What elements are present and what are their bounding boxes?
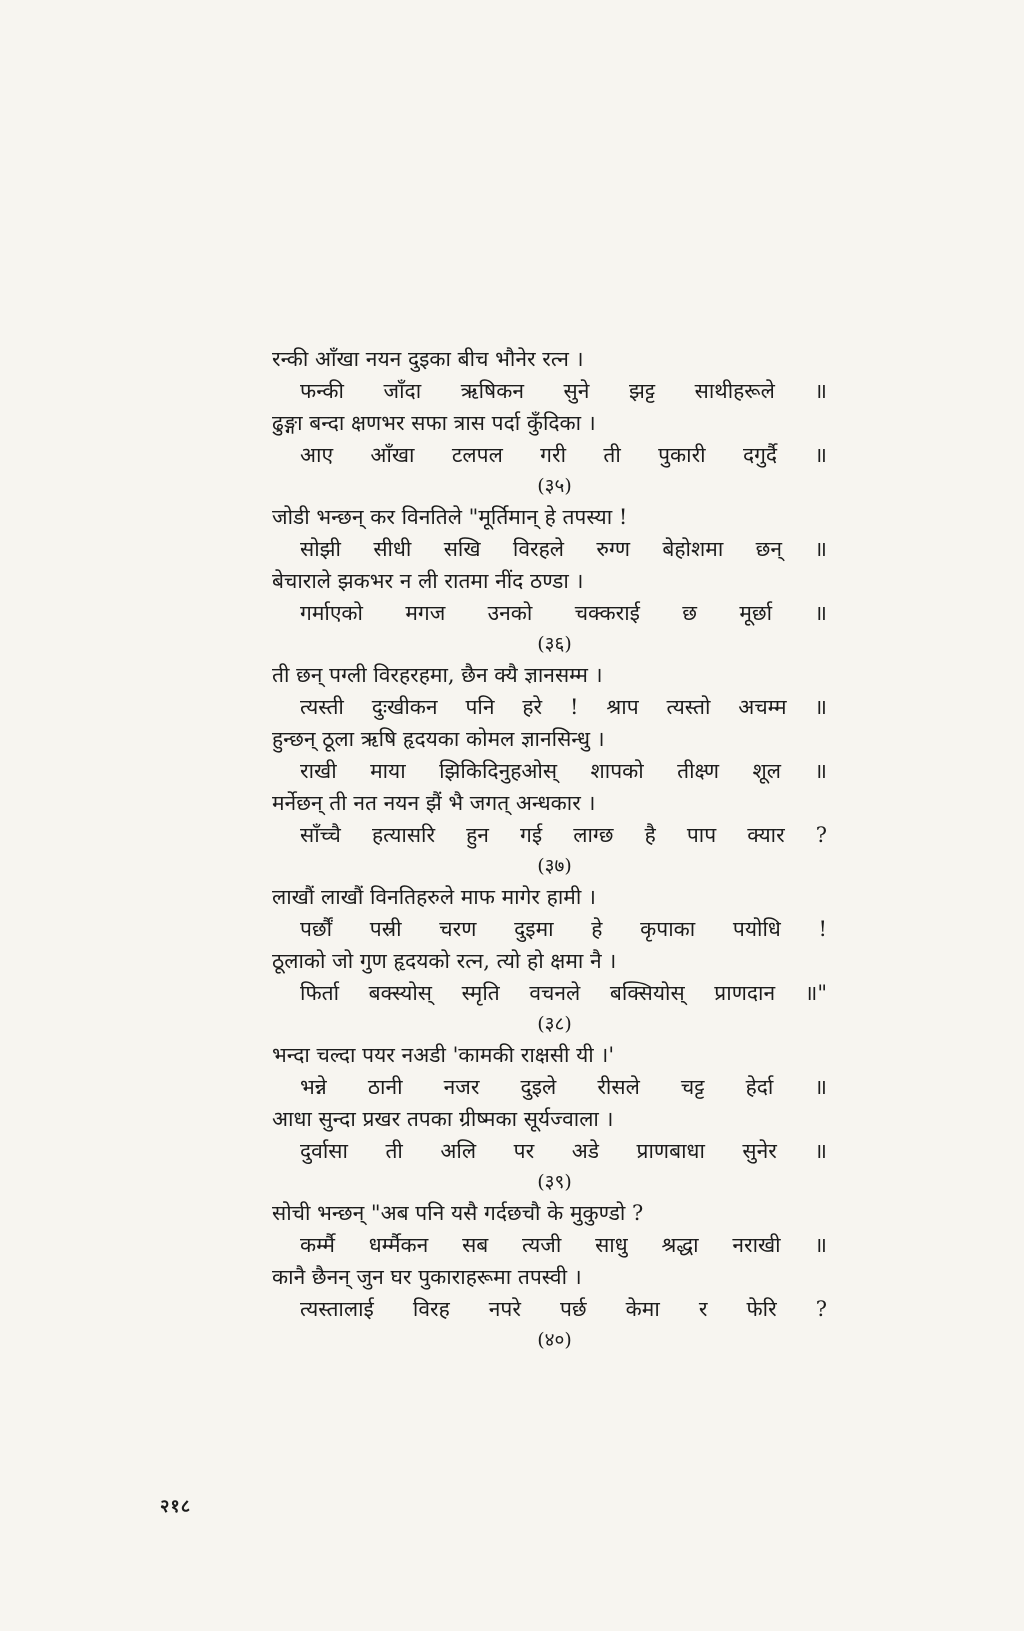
verse-line: आधा सुन्दा प्रखर तपका ग्रीष्मका सूर्यज्वाला । <box>272 1107 614 1131</box>
stanza <box>272 343 827 501</box>
verse-line: कानै छैनन् जुन घर पुकाराहरूमा तपस्वी । <box>272 1265 582 1289</box>
stanza-number: (३८) <box>537 1013 572 1035</box>
stanza-number: (४०) <box>537 1329 572 1351</box>
stanza-number: (३७) <box>537 855 572 877</box>
stanza <box>272 1039 827 1197</box>
verse-line: राखी माया झिकिदिनुहओस् शापको तीक्ष्ण शूल ॥ <box>300 759 827 783</box>
stanza-number: (३५) <box>537 475 572 497</box>
poem-body <box>272 343 827 1355</box>
stanza <box>272 659 827 881</box>
verse-line: साँच्चै हत्यासरि हुन गई लाग्छ है पाप क्यार ? <box>300 823 827 847</box>
verse-line: भन्ने ठानी नजर दुइले रीसले चट्ट हेर्दा ॥ <box>300 1075 827 1099</box>
stanza <box>272 881 827 1039</box>
stanza-number: (३६) <box>537 633 572 655</box>
verse-line: बेचाराले झकभर न ली रातमा नींद ठण्डा । <box>272 569 584 593</box>
verse-line: दुर्वासा ती अलि पर अडे प्राणबाधा सुनेर ॥ <box>300 1139 827 1163</box>
verse-line: मर्नेछन् ती नत नयन झैं भै जगत् अन्धकार । <box>272 791 596 815</box>
verse-line: आए आँखा टलपल गरी ती पुकारी दगुर्दै ॥ <box>300 443 827 467</box>
verse-line: त्यस्तालाई विरह नपरे पर्छ केमा र फेरि ? <box>300 1297 827 1321</box>
verse-line: गर्माएको मगज उनको चक्कराई छ मूर्छा ॥ <box>300 601 827 625</box>
stanza <box>272 1197 827 1355</box>
verse-line: ढुङ्गा बन्दा क्षणभर सफा त्रास पर्दा कुँदिका । <box>272 411 596 435</box>
verse-line: फिर्ता बक्स्योस् स्मृति वचनले बक्सियोस् प्राणदान ॥" <box>300 981 827 1005</box>
page-number: २१८ <box>160 1496 192 1517</box>
verse-line: कर्म्मै धर्म्मैकन सब त्यजी साधु श्रद्धा नराखी ॥ <box>300 1233 827 1257</box>
verse-line: जोडी भन्छन् कर विनतिले "मूर्तिमान् हे तपस्या ! <box>272 505 628 529</box>
verse-line: फन्की जाँदा ऋषिकन सुने झट्ट साथीहरूले ॥ <box>300 379 827 403</box>
verse-line: लाखौं लाखौं विनतिहरुले माफ मागेर हामी । <box>272 885 596 909</box>
verse-line: सोझी सीधी सखि विरहले रुग्ण बेहोशमा छन् ॥ <box>300 537 827 561</box>
verse-line: ठूलाको जो गुण हृदयको रत्न, त्यो हो क्षमा नै । <box>272 949 617 973</box>
verse-line: हुन्छन् ठूला ऋषि हृदयका कोमल ज्ञानसिन्धु । <box>272 727 605 751</box>
verse-line: पर्छौं पस्री चरण दुइमा हे कृपाका पयोधि ! <box>300 917 827 941</box>
verse-line: भन्दा चल्दा पयर नअडी 'कामकी राक्षसी यी ।' <box>272 1043 615 1067</box>
verse-line: सोची भन्छन् "अब पनि यसै गर्दछचौ के मुकुण्डो ? <box>272 1201 644 1225</box>
stanza-number: (३९) <box>537 1171 572 1193</box>
verse-line: रन्की आँखा नयन दुइका बीच भौनेर रत्न । <box>272 347 584 371</box>
verse-line: ती छन् पग्ली विरहरहमा, छैन क्यै ज्ञानसम्म । <box>272 663 603 687</box>
verse-line: त्यस्ती दुःखीकन पनि हरे ! श्राप त्यस्तो अचम्म ॥ <box>300 695 827 719</box>
stanza <box>272 501 827 659</box>
